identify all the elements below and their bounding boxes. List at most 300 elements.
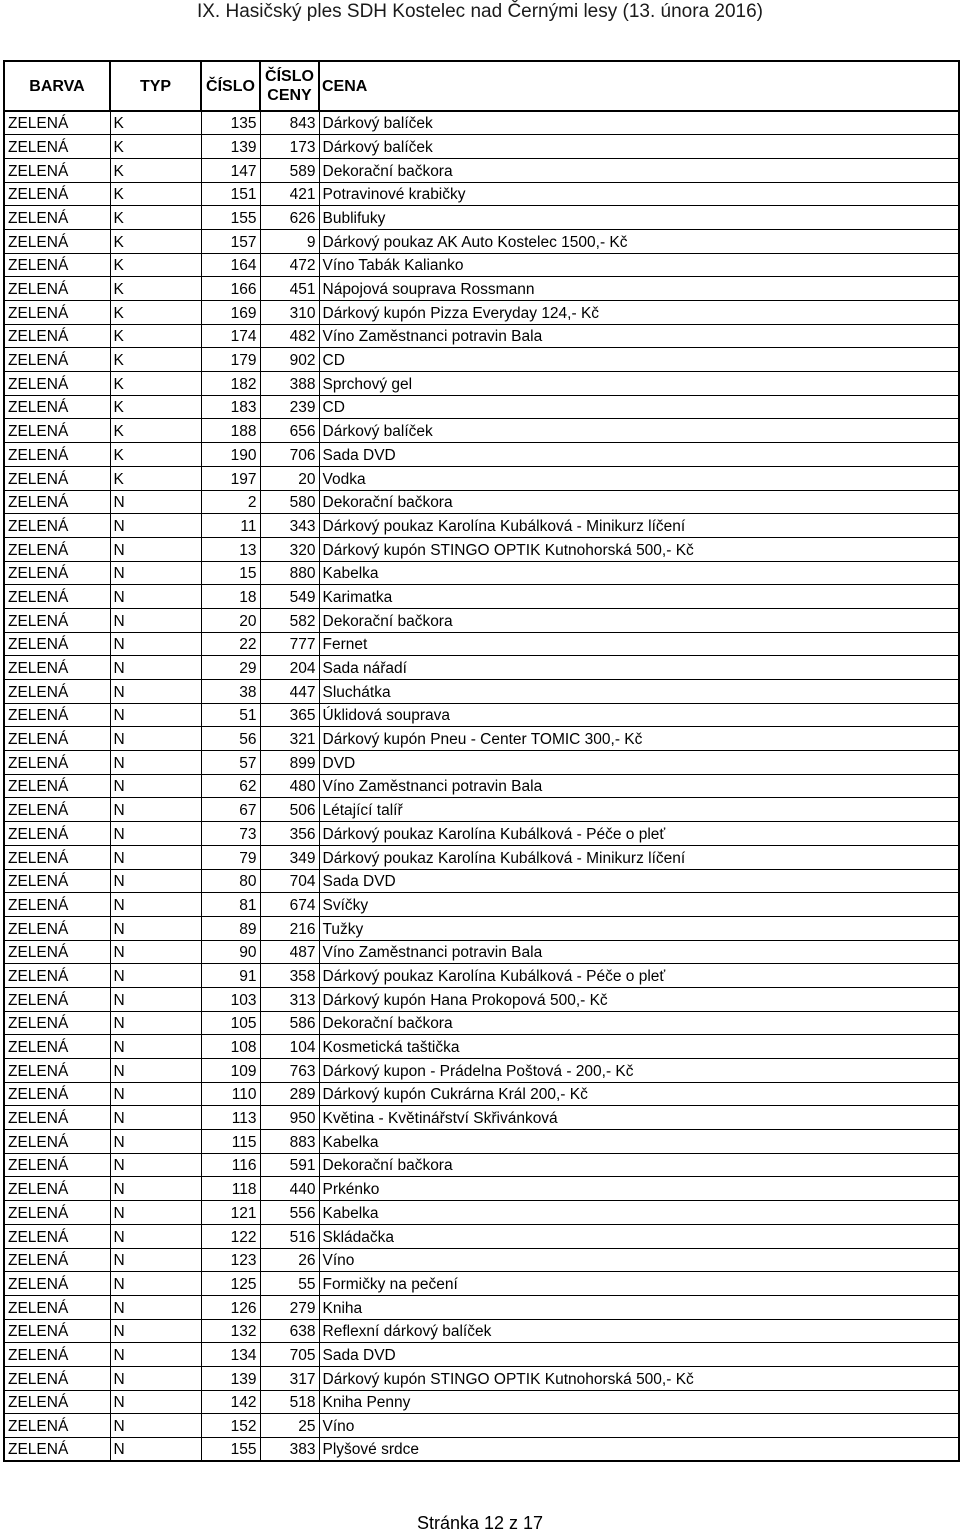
cell-cislo-ceny: 388 (260, 372, 319, 396)
cell-cena: CD (319, 348, 959, 372)
cell-barva: ZELENÁ (4, 632, 110, 656)
cell-cislo: 139 (201, 135, 260, 159)
cell-cislo: 38 (201, 680, 260, 704)
cell-barva: ZELENÁ (4, 1224, 110, 1248)
cell-typ: N (110, 1106, 201, 1130)
cell-cislo: 122 (201, 1224, 260, 1248)
table-row (4, 324, 959, 348)
cell-cislo: 22 (201, 632, 260, 656)
cell-cena: Létající talíř (319, 798, 959, 822)
cell-cislo: 135 (201, 111, 260, 135)
cell-cena: Plyšové srdce (319, 1438, 959, 1462)
cell-barva: ZELENÁ (4, 751, 110, 775)
cell-cena: Dárkový kupon - Prádelna Poštová - 200,- Kč (319, 1059, 959, 1083)
cell-typ: N (110, 561, 201, 585)
cell-cislo-ceny: 883 (260, 1130, 319, 1154)
cell-cislo: 132 (201, 1319, 260, 1343)
cell-cena: Kabelka (319, 1130, 959, 1154)
cell-cislo: 105 (201, 1011, 260, 1035)
prize-table (3, 60, 960, 1462)
cell-typ: N (110, 490, 201, 514)
cell-barva: ZELENÁ (4, 822, 110, 846)
cell-cislo-ceny: 518 (260, 1390, 319, 1414)
cell-cislo-ceny: 173 (260, 135, 319, 159)
table-row (4, 135, 959, 159)
table-row (4, 1130, 959, 1154)
cell-cislo: 62 (201, 774, 260, 798)
cell-cislo: 81 (201, 893, 260, 917)
cell-typ: K (110, 324, 201, 348)
cell-typ: N (110, 751, 201, 775)
table-row (4, 1177, 959, 1201)
table-row (4, 585, 959, 609)
cell-cislo-ceny: 674 (260, 893, 319, 917)
cell-typ: N (110, 964, 201, 988)
table-row (4, 466, 959, 490)
table-row (4, 1438, 959, 1462)
cell-barva: ZELENÁ (4, 1153, 110, 1177)
cell-cena: Dárkový poukaz Karolína Kubálková - Minikurz líčení (319, 845, 959, 869)
cell-cena: Formičky na pečení (319, 1272, 959, 1296)
cell-cislo: 152 (201, 1414, 260, 1438)
cell-cislo: 15 (201, 561, 260, 585)
cell-cislo-ceny: 899 (260, 751, 319, 775)
table-row (4, 1366, 959, 1390)
cell-cislo-ceny: 506 (260, 798, 319, 822)
table-row (4, 158, 959, 182)
cell-cena: Víno Zaměstnanci potravin Bala (319, 774, 959, 798)
cell-barva: ZELENÁ (4, 585, 110, 609)
cell-typ: N (110, 608, 201, 632)
cell-cena: Sprchový gel (319, 372, 959, 396)
cell-barva: ZELENÁ (4, 277, 110, 301)
cell-barva: ZELENÁ (4, 656, 110, 680)
cell-typ: N (110, 727, 201, 751)
cell-cislo: 20 (201, 608, 260, 632)
cell-cislo: 134 (201, 1343, 260, 1367)
cell-typ: N (110, 1059, 201, 1083)
cell-cislo-ceny: 104 (260, 1035, 319, 1059)
cell-cislo-ceny: 20 (260, 466, 319, 490)
cell-cislo: 103 (201, 987, 260, 1011)
cell-cislo-ceny: 310 (260, 301, 319, 325)
cell-cislo: 57 (201, 751, 260, 775)
cell-barva: ZELENÁ (4, 206, 110, 230)
table-row (4, 656, 959, 680)
cell-cena: Sada nářadí (319, 656, 959, 680)
cell-barva: ZELENÁ (4, 1414, 110, 1438)
cell-barva: ZELENÁ (4, 1343, 110, 1367)
cell-cislo-ceny: 55 (260, 1272, 319, 1296)
cell-barva: ZELENÁ (4, 1035, 110, 1059)
cell-barva: ZELENÁ (4, 608, 110, 632)
cell-typ: N (110, 680, 201, 704)
cell-cena: Sada DVD (319, 869, 959, 893)
cell-cislo-ceny: 349 (260, 845, 319, 869)
table-row (4, 822, 959, 846)
cell-cena: Reflexní dárkový balíček (319, 1319, 959, 1343)
table-row (4, 1295, 959, 1319)
table-row (4, 1153, 959, 1177)
cell-barva: ZELENÁ (4, 727, 110, 751)
cell-cislo: 183 (201, 395, 260, 419)
table-row (4, 1343, 959, 1367)
cell-cena: Dárkový kupón STINGO OPTIK Kutnohorská 500,- Kč (319, 1366, 959, 1390)
cell-cislo: 166 (201, 277, 260, 301)
cell-cislo-ceny: 482 (260, 324, 319, 348)
cell-barva: ZELENÁ (4, 845, 110, 869)
cell-cislo: 182 (201, 372, 260, 396)
cell-barva: ZELENÁ (4, 1319, 110, 1343)
cell-barva: ZELENÁ (4, 182, 110, 206)
cell-typ: K (110, 301, 201, 325)
cell-cena: Dekorační bačkora (319, 490, 959, 514)
table-row (4, 916, 959, 940)
table-row (4, 514, 959, 538)
cell-typ: N (110, 1130, 201, 1154)
table-row (4, 680, 959, 704)
cell-cislo-ceny: 356 (260, 822, 319, 846)
cell-cislo: 118 (201, 1177, 260, 1201)
cell-barva: ZELENÁ (4, 916, 110, 940)
cell-barva: ZELENÁ (4, 680, 110, 704)
cell-typ: N (110, 1224, 201, 1248)
cell-cislo: 147 (201, 158, 260, 182)
cell-typ: K (110, 466, 201, 490)
cell-cena: Dekorační bačkora (319, 1153, 959, 1177)
cell-cislo: 13 (201, 537, 260, 561)
table-row (4, 182, 959, 206)
cell-cena: Dekorační bačkora (319, 1011, 959, 1035)
cell-typ: K (110, 277, 201, 301)
cell-cislo-ceny: 204 (260, 656, 319, 680)
cell-cena: Dárkový balíček (319, 419, 959, 443)
table-row (4, 1272, 959, 1296)
cell-typ: N (110, 632, 201, 656)
cell-cislo-ceny: 26 (260, 1248, 319, 1272)
table-row (4, 1059, 959, 1083)
table-row (4, 893, 959, 917)
cell-cislo-ceny: 950 (260, 1106, 319, 1130)
cell-cena: Dárkový poukaz Karolína Kubálková - Péče o pleť (319, 822, 959, 846)
table-row (4, 419, 959, 443)
cell-cislo-ceny: 447 (260, 680, 319, 704)
table-row (4, 1319, 959, 1343)
cell-cislo-ceny: 705 (260, 1343, 319, 1367)
cell-barva: ZELENÁ (4, 1366, 110, 1390)
header-typ: TYP (110, 61, 201, 111)
cell-cena: Sluchátka (319, 680, 959, 704)
cell-cislo: 155 (201, 1438, 260, 1462)
cell-cena: Květina - Květinářství Skřivánková (319, 1106, 959, 1130)
cell-cena: Víno Tabák Kalianko (319, 253, 959, 277)
page-title: IX. Hasičský ples SDH Kostelec nad Černými lesy (13. února 2016) (196, 1, 764, 22)
cell-barva: ZELENÁ (4, 419, 110, 443)
cell-typ: K (110, 395, 201, 419)
cell-typ: N (110, 916, 201, 940)
table-row (4, 372, 959, 396)
cell-cislo: 73 (201, 822, 260, 846)
cell-barva: ZELENÁ (4, 514, 110, 538)
cell-cena: Dárkový kupón Pizza Everyday 124,- Kč (319, 301, 959, 325)
cell-cena: Dárkový balíček (319, 111, 959, 135)
cell-typ: K (110, 182, 201, 206)
table-row (4, 727, 959, 751)
table-header (4, 61, 959, 111)
cell-cislo-ceny: 556 (260, 1201, 319, 1225)
cell-barva: ZELENÁ (4, 774, 110, 798)
cell-cena: Dekorační bačkora (319, 158, 959, 182)
cell-cislo: 91 (201, 964, 260, 988)
cell-cena: Tužky (319, 916, 959, 940)
cell-cislo-ceny: 704 (260, 869, 319, 893)
cell-cislo-ceny: 358 (260, 964, 319, 988)
cell-cena: Víno Zaměstnanci potravin Bala (319, 324, 959, 348)
cell-cislo-ceny: 313 (260, 987, 319, 1011)
cell-cislo: 142 (201, 1390, 260, 1414)
cell-barva: ZELENÁ (4, 1011, 110, 1035)
cell-cislo-ceny: 589 (260, 158, 319, 182)
cell-cena: Nápojová souprava Rossmann (319, 277, 959, 301)
cell-cislo: 155 (201, 206, 260, 230)
cell-barva: ZELENÁ (4, 1177, 110, 1201)
table-body (4, 111, 959, 1461)
table-row (4, 206, 959, 230)
cell-typ: N (110, 869, 201, 893)
table-row (4, 395, 959, 419)
cell-cislo-ceny: 516 (260, 1224, 319, 1248)
table-row (4, 632, 959, 656)
cell-typ: K (110, 348, 201, 372)
cell-cena: Sada DVD (319, 1343, 959, 1367)
table-row (4, 964, 959, 988)
cell-typ: N (110, 1366, 201, 1390)
cell-typ: N (110, 1177, 201, 1201)
cell-cislo: 123 (201, 1248, 260, 1272)
cell-barva: ZELENÁ (4, 1130, 110, 1154)
cell-cislo-ceny: 582 (260, 608, 319, 632)
cell-cena: Dárkový poukaz Karolína Kubálková - Minikurz líčení (319, 514, 959, 538)
cell-cena: Fernet (319, 632, 959, 656)
table-row (4, 1082, 959, 1106)
cell-typ: N (110, 514, 201, 538)
cell-barva: ZELENÁ (4, 1059, 110, 1083)
cell-cena: Dárkový kupón Pneu - Center TOMIC 300,- Kč (319, 727, 959, 751)
cell-barva: ZELENÁ (4, 1082, 110, 1106)
cell-cislo: 90 (201, 940, 260, 964)
cell-barva: ZELENÁ (4, 1272, 110, 1296)
cell-cena: Kabelka (319, 1201, 959, 1225)
cell-cislo: 188 (201, 419, 260, 443)
cell-cena: Bublifuky (319, 206, 959, 230)
cell-cena: Dárkový poukaz Karolína Kubálková - Péče o pleť (319, 964, 959, 988)
cell-cislo-ceny: 777 (260, 632, 319, 656)
cell-cislo-ceny: 365 (260, 703, 319, 727)
cell-barva: ZELENÁ (4, 229, 110, 253)
cell-typ: K (110, 206, 201, 230)
cell-typ: K (110, 443, 201, 467)
cell-typ: N (110, 585, 201, 609)
cell-cena: Kniha (319, 1295, 959, 1319)
cell-cislo: 169 (201, 301, 260, 325)
cell-typ: N (110, 774, 201, 798)
cell-typ: N (110, 1153, 201, 1177)
cell-cena: Úklidová souprava (319, 703, 959, 727)
table-row (4, 348, 959, 372)
cell-barva: ZELENÁ (4, 1248, 110, 1272)
cell-cislo-ceny: 9 (260, 229, 319, 253)
cell-cena: Kniha Penny (319, 1390, 959, 1414)
cell-cena: CD (319, 395, 959, 419)
cell-barva: ZELENÁ (4, 1295, 110, 1319)
table-row (4, 301, 959, 325)
cell-cislo: 110 (201, 1082, 260, 1106)
cell-cena: Sada DVD (319, 443, 959, 467)
cell-typ: N (110, 1248, 201, 1272)
cell-cislo-ceny: 706 (260, 443, 319, 467)
cell-cislo-ceny: 440 (260, 1177, 319, 1201)
cell-cena: Kabelka (319, 561, 959, 585)
cell-cislo: 179 (201, 348, 260, 372)
cell-barva: ZELENÁ (4, 253, 110, 277)
cell-barva: ZELENÁ (4, 443, 110, 467)
cell-cislo: 80 (201, 869, 260, 893)
table-row (4, 229, 959, 253)
cell-cena: Víno (319, 1414, 959, 1438)
cell-typ: N (110, 1201, 201, 1225)
cell-cislo: 164 (201, 253, 260, 277)
cell-cena: Dekorační bačkora (319, 608, 959, 632)
cell-cena: Dárkový kupón Hana Prokopová 500,- Kč (319, 987, 959, 1011)
cell-typ: N (110, 703, 201, 727)
cell-typ: N (110, 940, 201, 964)
cell-cislo: 121 (201, 1201, 260, 1225)
cell-cena: Karimatka (319, 585, 959, 609)
table-row (4, 1248, 959, 1272)
cell-typ: K (110, 253, 201, 277)
cell-cislo-ceny: 25 (260, 1414, 319, 1438)
cell-typ: N (110, 1319, 201, 1343)
cell-cena: Víno Zaměstnanci potravin Bala (319, 940, 959, 964)
cell-cislo-ceny: 383 (260, 1438, 319, 1462)
cell-typ: N (110, 1438, 201, 1462)
cell-typ: N (110, 1011, 201, 1035)
cell-typ: K (110, 111, 201, 135)
cell-barva: ZELENÁ (4, 893, 110, 917)
cell-cislo: 125 (201, 1272, 260, 1296)
cell-typ: K (110, 135, 201, 159)
table-row (4, 774, 959, 798)
cell-cislo: 116 (201, 1153, 260, 1177)
table-row (4, 845, 959, 869)
cell-barva: ZELENÁ (4, 703, 110, 727)
cell-typ: N (110, 1295, 201, 1319)
cell-barva: ZELENÁ (4, 964, 110, 988)
table-row (4, 537, 959, 561)
cell-barva: ZELENÁ (4, 348, 110, 372)
cell-typ: K (110, 419, 201, 443)
cell-cena: Prkénko (319, 1177, 959, 1201)
cell-cislo: 197 (201, 466, 260, 490)
cell-cislo-ceny: 487 (260, 940, 319, 964)
table-row (4, 869, 959, 893)
cell-cislo: 56 (201, 727, 260, 751)
table-row (4, 561, 959, 585)
cell-cislo: 79 (201, 845, 260, 869)
cell-cislo-ceny: 480 (260, 774, 319, 798)
cell-cislo-ceny: 591 (260, 1153, 319, 1177)
cell-cena: Dárkový kupón Cukrárna Král 200,- Kč (319, 1082, 959, 1106)
cell-barva: ZELENÁ (4, 1438, 110, 1462)
cell-typ: N (110, 845, 201, 869)
cell-cislo: 157 (201, 229, 260, 253)
table-row (4, 443, 959, 467)
table-row (4, 940, 959, 964)
cell-cislo-ceny: 239 (260, 395, 319, 419)
cell-cislo-ceny: 656 (260, 419, 319, 443)
cell-cislo-ceny: 549 (260, 585, 319, 609)
cell-cislo: 174 (201, 324, 260, 348)
cell-cena: Dárkový kupón STINGO OPTIK Kutnohorská 500,- Kč (319, 537, 959, 561)
header-barva: BARVA (4, 61, 110, 111)
table-row (4, 1011, 959, 1035)
cell-cena: Kosmetická taštička (319, 1035, 959, 1059)
cell-cislo: 51 (201, 703, 260, 727)
cell-barva: ZELENÁ (4, 490, 110, 514)
cell-cislo: 108 (201, 1035, 260, 1059)
table-row (4, 703, 959, 727)
cell-barva: ZELENÁ (4, 537, 110, 561)
cell-cislo: 89 (201, 916, 260, 940)
cell-typ: K (110, 158, 201, 182)
cell-cena: DVD (319, 751, 959, 775)
cell-cislo-ceny: 321 (260, 727, 319, 751)
table-row (4, 751, 959, 775)
cell-typ: N (110, 537, 201, 561)
cell-cislo-ceny: 421 (260, 182, 319, 206)
cell-barva: ZELENÁ (4, 324, 110, 348)
table-row (4, 490, 959, 514)
header-cislo: ČÍSLO (201, 61, 260, 111)
cell-cislo-ceny: 843 (260, 111, 319, 135)
cell-typ: N (110, 656, 201, 680)
cell-cislo-ceny: 626 (260, 206, 319, 230)
cell-cislo-ceny: 638 (260, 1319, 319, 1343)
cell-typ: N (110, 893, 201, 917)
cell-cena: Víno (319, 1248, 959, 1272)
cell-cislo-ceny: 763 (260, 1059, 319, 1083)
cell-cislo-ceny: 320 (260, 537, 319, 561)
cell-barva: ZELENÁ (4, 940, 110, 964)
cell-cislo-ceny: 902 (260, 348, 319, 372)
cell-cislo-ceny: 279 (260, 1295, 319, 1319)
cell-barva: ZELENÁ (4, 869, 110, 893)
cell-cislo: 126 (201, 1295, 260, 1319)
table-row (4, 1201, 959, 1225)
table-row (4, 608, 959, 632)
cell-cislo: 115 (201, 1130, 260, 1154)
cell-typ: N (110, 1343, 201, 1367)
cell-cislo: 190 (201, 443, 260, 467)
cell-barva: ZELENÁ (4, 561, 110, 585)
cell-cislo-ceny: 216 (260, 916, 319, 940)
cell-cislo-ceny: 586 (260, 1011, 319, 1035)
cell-cislo-ceny: 472 (260, 253, 319, 277)
table-row (4, 253, 959, 277)
cell-cislo: 151 (201, 182, 260, 206)
cell-typ: N (110, 798, 201, 822)
cell-cena: Vodka (319, 466, 959, 490)
